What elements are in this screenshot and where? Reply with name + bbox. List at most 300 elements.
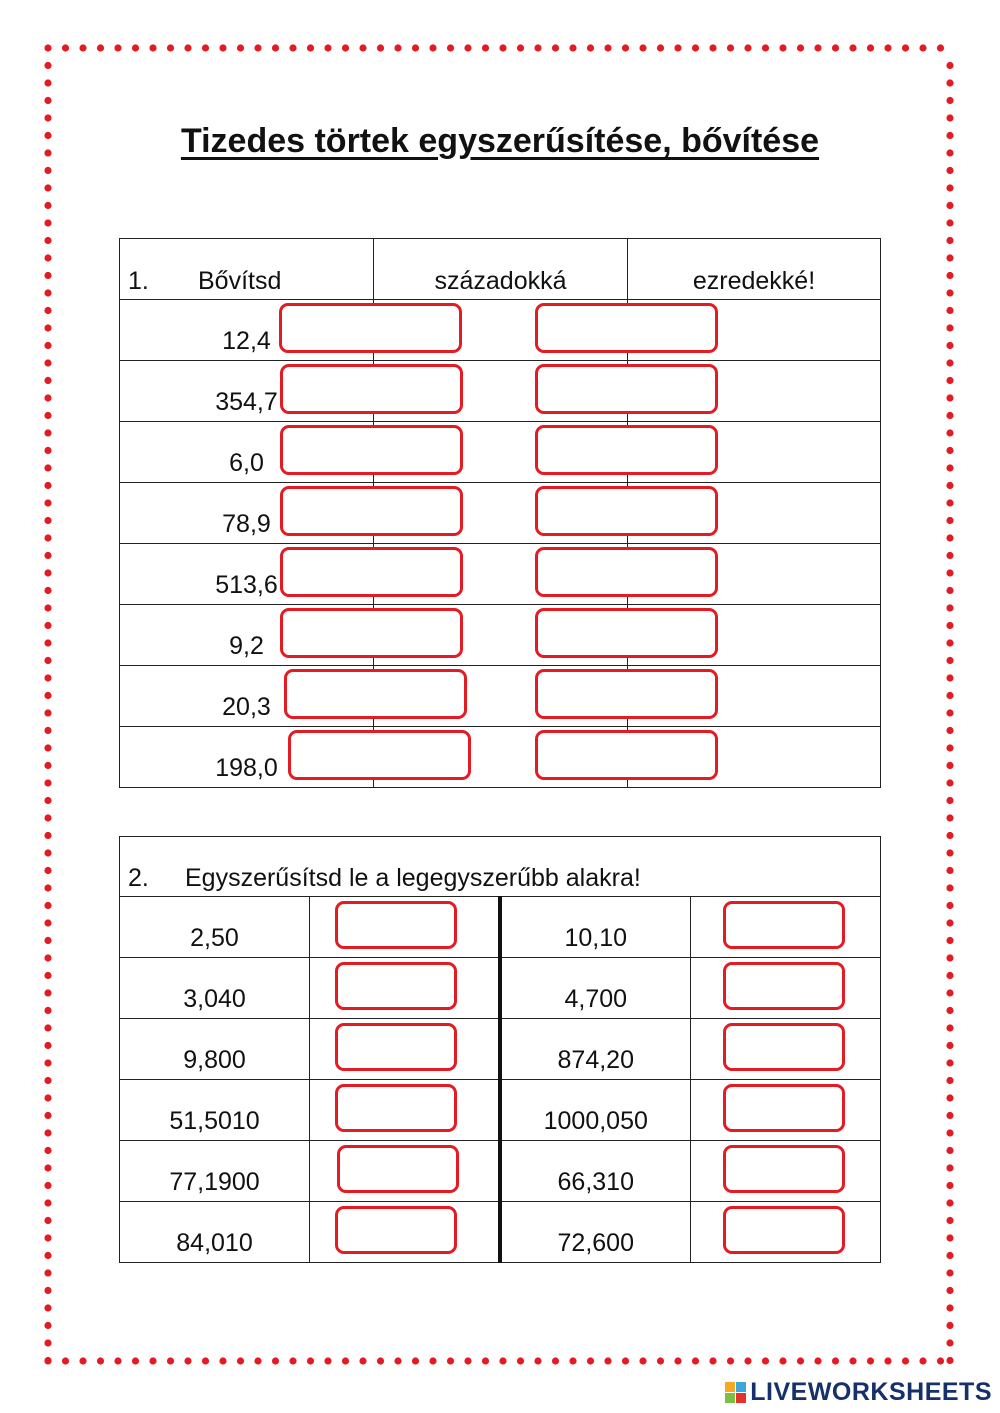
exercise-2-row — [120, 1019, 881, 1080]
exercise-1-answer-cell — [628, 544, 881, 605]
answer-box-thousandths[interactable] — [535, 364, 718, 414]
border-dot — [946, 849, 953, 856]
border-dot — [946, 324, 953, 331]
border-dot — [44, 1357, 51, 1364]
border-dot — [44, 937, 51, 944]
border-dot — [44, 324, 51, 331]
answer-box-thousandths[interactable] — [535, 425, 718, 475]
border-dot — [44, 587, 51, 594]
border-dot — [359, 1357, 366, 1364]
border-dot — [946, 779, 953, 786]
border-dot — [394, 44, 401, 51]
border-dot — [946, 1147, 953, 1154]
border-dot — [946, 254, 953, 261]
border-dot — [44, 517, 51, 524]
border-dot — [44, 779, 51, 786]
border-dot — [709, 1357, 716, 1364]
border-dot — [946, 482, 953, 489]
border-dot — [44, 622, 51, 629]
border-dot — [272, 1357, 279, 1364]
border-dot — [946, 1339, 953, 1346]
border-dot — [946, 744, 953, 751]
exercise-2-value: 9,800 — [120, 1019, 310, 1080]
border-dot — [517, 1357, 524, 1364]
border-dot — [429, 44, 436, 51]
exercise-2-table — [119, 836, 881, 1263]
border-dot — [946, 657, 953, 664]
border-dot — [946, 307, 953, 314]
exercise-1-answer-cell — [628, 483, 881, 544]
border-dot — [44, 709, 51, 716]
border-dot — [946, 1252, 953, 1259]
border-dot — [946, 1322, 953, 1329]
border-dot — [762, 44, 769, 51]
border-dot — [902, 1357, 909, 1364]
border-dot — [657, 1357, 664, 1364]
border-dot — [902, 44, 909, 51]
exercise-1-header-expand — [120, 239, 374, 300]
border-dot — [44, 989, 51, 996]
border-dot — [44, 184, 51, 191]
border-dot — [709, 44, 716, 51]
border-dot — [727, 1357, 734, 1364]
exercise-2-row — [120, 1141, 881, 1202]
border-dot — [44, 1024, 51, 1031]
border-dot — [639, 44, 646, 51]
answer-box-simplified[interactable] — [723, 1084, 845, 1132]
border-dot — [946, 237, 953, 244]
border-dot — [946, 954, 953, 961]
exercise-2-answer-cell — [310, 1202, 500, 1263]
border-dot — [534, 44, 541, 51]
border-dot — [324, 44, 331, 51]
exercise-1-header-hundredths: századokká — [374, 239, 628, 300]
exercise-1-value: 20,3 — [120, 666, 374, 727]
border-dot — [237, 1357, 244, 1364]
answer-box-simplified[interactable] — [335, 901, 457, 949]
border-dot — [482, 44, 489, 51]
border-dot — [324, 1357, 331, 1364]
border-dot — [946, 219, 953, 226]
border-dot — [289, 1357, 296, 1364]
border-dot — [219, 1357, 226, 1364]
border-dot — [622, 44, 629, 51]
border-dot — [814, 1357, 821, 1364]
answer-box-simplified[interactable] — [723, 1206, 845, 1254]
exercise-2-answer-cell — [310, 1141, 500, 1202]
border-dot — [517, 44, 524, 51]
answer-box-hundredths[interactable] — [279, 303, 462, 353]
exercise-1-answer-cell — [628, 666, 881, 727]
border-dot — [946, 1234, 953, 1241]
border-dot — [569, 1357, 576, 1364]
border-dot — [946, 377, 953, 384]
border-dot — [946, 552, 953, 559]
border-dot — [946, 709, 953, 716]
border-dot — [202, 1357, 209, 1364]
border-dot — [44, 1112, 51, 1119]
border-dot — [44, 744, 51, 751]
border-dot — [946, 447, 953, 454]
border-dot — [44, 1007, 51, 1014]
answer-box-simplified[interactable] — [723, 1023, 845, 1071]
exercise-1-row — [120, 361, 881, 422]
border-dot — [44, 639, 51, 646]
border-dot — [44, 1059, 51, 1066]
border-dot — [342, 44, 349, 51]
exercise-2-header-row — [120, 837, 881, 897]
border-dot — [499, 1357, 506, 1364]
border-dot — [552, 1357, 559, 1364]
border-dot — [44, 1147, 51, 1154]
border-dot — [97, 1357, 104, 1364]
border-dot — [237, 44, 244, 51]
border-dot — [44, 1339, 51, 1346]
border-dot — [44, 552, 51, 559]
answer-box-simplified[interactable] — [335, 1206, 457, 1254]
border-dot — [447, 1357, 454, 1364]
border-dot — [946, 289, 953, 296]
border-dot — [44, 219, 51, 226]
exercise-2-row — [120, 1202, 881, 1263]
border-dot — [946, 604, 953, 611]
border-dot — [762, 1357, 769, 1364]
border-dot — [44, 1269, 51, 1276]
border-dot — [79, 1357, 86, 1364]
border-dot — [946, 342, 953, 349]
border-dot — [946, 534, 953, 541]
border-dot — [587, 44, 594, 51]
border-dot — [946, 1182, 953, 1189]
exercise-1-answer-cell — [628, 300, 881, 361]
border-dot — [44, 902, 51, 909]
border-dot — [44, 254, 51, 261]
border-dot — [44, 482, 51, 489]
border-dot — [44, 1322, 51, 1329]
border-dot — [44, 62, 51, 69]
border-dot — [884, 44, 891, 51]
border-dot — [307, 1357, 314, 1364]
border-dot — [946, 692, 953, 699]
exercise-2-value: 4,700 — [500, 958, 691, 1019]
border-dot — [97, 44, 104, 51]
exercise-2-row — [120, 897, 881, 958]
answer-box-hundredths[interactable] — [280, 364, 463, 414]
exercise-2-row — [120, 958, 881, 1019]
border-dot — [289, 44, 296, 51]
border-dot — [727, 44, 734, 51]
border-dot — [79, 44, 86, 51]
border-dot — [44, 569, 51, 576]
exercise-2-value: 72,600 — [500, 1202, 691, 1263]
border-dot — [674, 1357, 681, 1364]
border-dot — [184, 1357, 191, 1364]
answer-box-thousandths[interactable] — [535, 547, 718, 597]
exercise-2-header — [120, 837, 881, 897]
border-dot — [946, 587, 953, 594]
border-dot — [622, 1357, 629, 1364]
exercise-2-value: 84,010 — [120, 1202, 310, 1263]
border-dot — [342, 1357, 349, 1364]
border-dot — [44, 237, 51, 244]
border-dot — [412, 44, 419, 51]
border-dot — [412, 1357, 419, 1364]
exercise-1-value: 12,4 — [120, 300, 374, 361]
border-dot — [946, 394, 953, 401]
border-dot — [482, 1357, 489, 1364]
border-dot — [464, 44, 471, 51]
answer-box-simplified[interactable] — [723, 1145, 845, 1193]
border-dot — [946, 569, 953, 576]
exercise-2-answer-cell — [310, 958, 500, 1019]
border-dot — [44, 1182, 51, 1189]
exercise-2-value: 66,310 — [500, 1141, 691, 1202]
answer-box-simplified[interactable] — [723, 962, 845, 1010]
exercise-1-table — [119, 238, 881, 788]
exercise-1-row — [120, 544, 881, 605]
border-dot — [552, 44, 559, 51]
border-dot — [219, 44, 226, 51]
border-dot — [946, 1007, 953, 1014]
border-dot — [946, 727, 953, 734]
border-dot — [377, 1357, 384, 1364]
exercise-1-value: 9,2 — [120, 605, 374, 666]
exercise-1-row — [120, 300, 881, 361]
border-dot — [149, 1357, 156, 1364]
border-dot — [814, 44, 821, 51]
answer-box-thousandths[interactable] — [535, 730, 718, 780]
border-dot — [832, 44, 839, 51]
border-dot — [946, 989, 953, 996]
border-dot — [779, 1357, 786, 1364]
border-dot — [44, 272, 51, 279]
answer-box-thousandths[interactable] — [535, 303, 718, 353]
border-dot — [946, 832, 953, 839]
page-title: Tizedes törtek egyszerűsítése, bővítése — [180, 122, 820, 160]
border-dot — [44, 814, 51, 821]
border-dot — [44, 604, 51, 611]
border-dot — [946, 1112, 953, 1119]
border-dot — [429, 1357, 436, 1364]
exercise-2-value: 1000,050 — [500, 1080, 691, 1141]
exercise-2-answer-cell — [691, 1202, 881, 1263]
border-dot — [946, 1304, 953, 1311]
exercise-2-answer-cell — [691, 1080, 881, 1141]
exercise-2-value: 3,040 — [120, 958, 310, 1019]
border-dot — [946, 867, 953, 874]
border-dot — [272, 44, 279, 51]
exercise-2-instruction: Egyszerűsítsd le a legegyszerűbb alakra! — [185, 864, 641, 892]
border-dot — [946, 412, 953, 419]
border-dot — [946, 1094, 953, 1101]
border-dot — [849, 44, 856, 51]
border-dot — [44, 377, 51, 384]
border-dot — [44, 867, 51, 874]
border-dot — [569, 44, 576, 51]
exercise-1-value: 354,7 — [120, 361, 374, 422]
exercise-2-value: 874,20 — [500, 1019, 691, 1080]
border-dot — [946, 884, 953, 891]
border-dot — [779, 44, 786, 51]
border-dot — [394, 1357, 401, 1364]
border-dot — [44, 849, 51, 856]
border-dot — [884, 1357, 891, 1364]
border-dot — [44, 972, 51, 979]
border-dot — [946, 919, 953, 926]
border-dot — [307, 44, 314, 51]
exercise-2-value: 77,1900 — [120, 1141, 310, 1202]
border-dot — [44, 534, 51, 541]
answer-box-hundredths[interactable] — [280, 425, 463, 475]
exercise-2-answer-cell — [310, 1019, 500, 1080]
border-dot — [44, 79, 51, 86]
border-dot — [946, 359, 953, 366]
answer-box-simplified[interactable] — [335, 1023, 457, 1071]
liveworksheets-brand: LIVEWORKSHEETS — [750, 1378, 992, 1406]
border-dot — [44, 1217, 51, 1224]
border-dot — [149, 44, 156, 51]
answer-box-thousandths[interactable] — [535, 669, 718, 719]
answer-box-simplified[interactable] — [335, 1084, 457, 1132]
answer-box-hundredths[interactable] — [284, 669, 467, 719]
border-dot — [946, 902, 953, 909]
border-dot — [167, 1357, 174, 1364]
answer-box-thousandths[interactable] — [535, 608, 718, 658]
border-dot — [44, 167, 51, 174]
exercise-2-value: 2,50 — [120, 897, 310, 958]
border-dot — [132, 1357, 139, 1364]
answer-box-simplified[interactable] — [337, 1145, 459, 1193]
border-dot — [44, 1094, 51, 1101]
border-dot — [534, 1357, 541, 1364]
border-dot — [44, 1287, 51, 1294]
border-dot — [44, 832, 51, 839]
exercise-2-answer-cell — [691, 958, 881, 1019]
exercise-2-answer-cell — [691, 1019, 881, 1080]
border-dot — [44, 202, 51, 209]
border-dot — [946, 79, 953, 86]
border-dot — [44, 1252, 51, 1259]
border-dot — [44, 412, 51, 419]
exercise-2-value: 10,10 — [500, 897, 691, 958]
border-dot — [44, 394, 51, 401]
exercise-2-row — [120, 1080, 881, 1141]
border-dot — [946, 1129, 953, 1136]
border-dot — [604, 1357, 611, 1364]
border-dot — [937, 44, 944, 51]
border-dot — [946, 1357, 953, 1364]
border-dot — [919, 44, 926, 51]
exercise-1-value: 6,0 — [120, 422, 374, 483]
exercise-2-number: 2. — [128, 864, 149, 892]
border-dot — [946, 622, 953, 629]
exercise-1-answer-cell — [628, 422, 881, 483]
border-dot — [44, 884, 51, 891]
border-dot — [44, 1042, 51, 1049]
border-dot — [44, 1164, 51, 1171]
border-dot — [44, 692, 51, 699]
exercise-2-answer-cell — [691, 897, 881, 958]
border-dot — [946, 464, 953, 471]
border-dot — [849, 1357, 856, 1364]
border-dot — [44, 359, 51, 366]
border-dot — [946, 674, 953, 681]
answer-box-simplified[interactable] — [335, 962, 457, 1010]
exercise-1-answer-cell — [628, 727, 881, 788]
border-dot — [254, 1357, 261, 1364]
answer-box-thousandths[interactable] — [535, 486, 718, 536]
border-dot — [946, 814, 953, 821]
border-dot — [114, 1357, 121, 1364]
exercise-1-row — [120, 727, 881, 788]
exercise-1-row — [120, 605, 881, 666]
border-dot — [744, 44, 751, 51]
border-dot — [946, 272, 953, 279]
exercise-1-answer-cell — [628, 605, 881, 666]
border-dot — [657, 44, 664, 51]
border-dot — [44, 674, 51, 681]
border-dot — [919, 1357, 926, 1364]
answer-box-hundredths[interactable] — [280, 486, 463, 536]
border-dot — [132, 44, 139, 51]
liveworksheets-logo — [725, 1378, 992, 1407]
answer-box-hundredths[interactable] — [288, 730, 471, 780]
exercise-2-answer-cell — [310, 1080, 500, 1141]
border-dot — [44, 797, 51, 804]
border-dot — [946, 1287, 953, 1294]
border-dot — [604, 44, 611, 51]
border-dot — [946, 1077, 953, 1084]
exercise-2-value: 51,5010 — [120, 1080, 310, 1141]
border-dot — [114, 44, 121, 51]
exercise-2-answer-cell — [310, 897, 500, 958]
border-dot — [499, 44, 506, 51]
border-dot — [447, 44, 454, 51]
border-dot — [692, 1357, 699, 1364]
border-dot — [744, 1357, 751, 1364]
border-dot — [62, 1357, 69, 1364]
border-dot — [797, 44, 804, 51]
border-dot — [946, 1269, 953, 1276]
answer-box-hundredths[interactable] — [280, 547, 463, 597]
border-dot — [44, 447, 51, 454]
border-dot — [946, 517, 953, 524]
border-dot — [44, 429, 51, 436]
answer-box-hundredths[interactable] — [280, 608, 463, 658]
liveworksheets-logo-icon — [725, 1382, 746, 1403]
border-dot — [946, 937, 953, 944]
exercise-1-answer-cell — [628, 361, 881, 422]
border-dot — [44, 342, 51, 349]
border-dot — [937, 1357, 944, 1364]
exercise-2-answer-cell — [691, 1141, 881, 1202]
border-dot — [946, 62, 953, 69]
border-dot — [946, 1042, 953, 1049]
border-dot — [946, 972, 953, 979]
answer-box-simplified[interactable] — [723, 901, 845, 949]
border-dot — [44, 1129, 51, 1136]
border-dot — [946, 202, 953, 209]
border-dot — [254, 44, 261, 51]
border-dot — [946, 184, 953, 191]
border-dot — [44, 499, 51, 506]
border-dot — [44, 44, 51, 51]
border-dot — [167, 44, 174, 51]
border-dot — [946, 114, 953, 121]
border-dot — [946, 639, 953, 646]
border-dot — [184, 44, 191, 51]
border-dot — [359, 44, 366, 51]
